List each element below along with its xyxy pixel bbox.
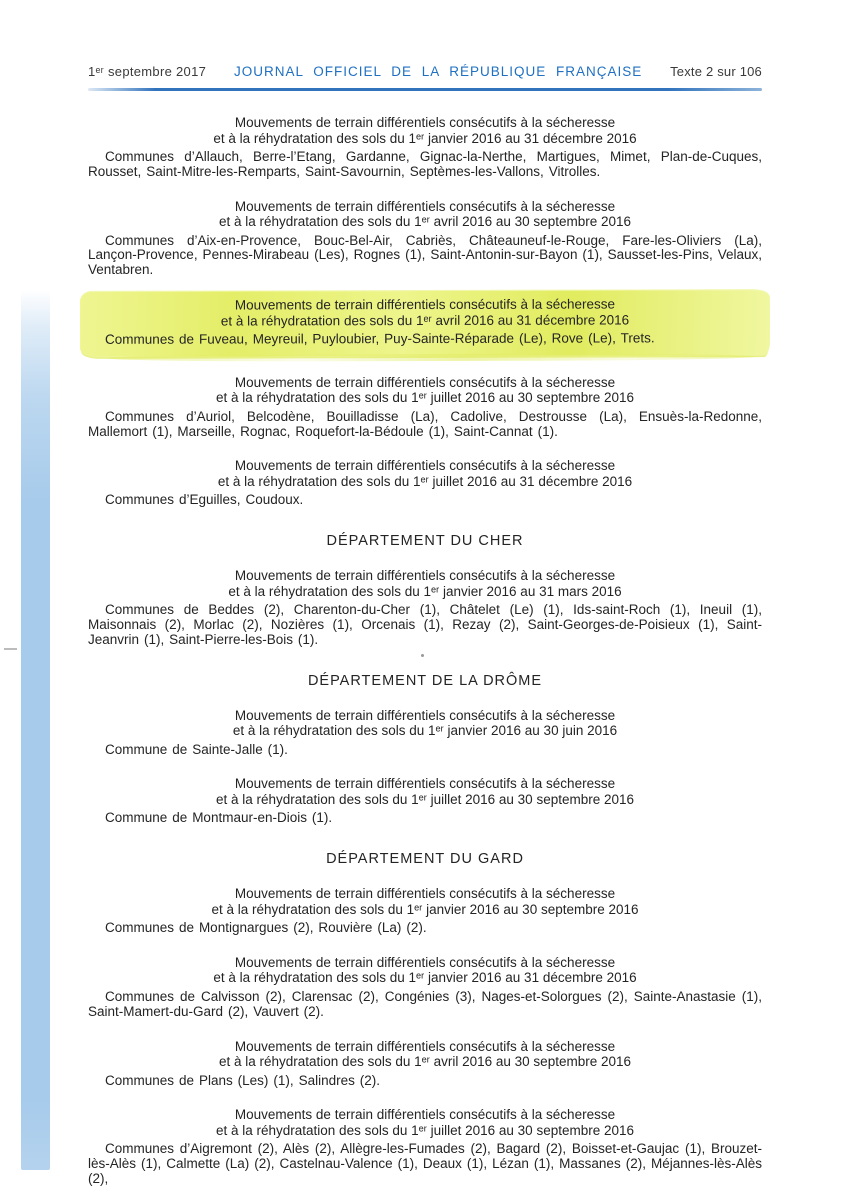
communes-paragraph: Communes de Fuveau, Meyreuil, Puyloubier, Puy-Sainte-Réparade (Le), Rove (Le), Trets. bbox=[105, 330, 655, 347]
notice-section bbox=[88, 375, 762, 440]
communes-paragraph: Commune de Sainte-Jalle (1). bbox=[105, 741, 288, 757]
movement-heading bbox=[88, 955, 762, 986]
movement-heading-line2: et à la réhydratation des sols du 1ᵉʳ juillet 2016 au 30 septembre 2016 bbox=[215, 390, 635, 406]
notice-section bbox=[88, 708, 762, 758]
communes-paragraph: Communes d’Aigremont (2), Alès (2), Allègre-les-Fumades (2), Bagard (2), Boisset-et-Gaujac (1), Brouzet-lès-Alès (1), Calmette (La) (2), Castelnau-Valence (1), Deaux (1), Lézan (1), Massanes (2), Méjannes-lès-Alès (2), bbox=[88, 1141, 762, 1186]
movement-heading bbox=[88, 458, 762, 489]
communes-paragraph: Commune de Montmaur-en-Diois (1). bbox=[105, 810, 333, 826]
movement-heading bbox=[88, 115, 762, 146]
header-rule bbox=[88, 88, 762, 91]
notice-section bbox=[88, 1039, 762, 1089]
movement-heading bbox=[88, 1107, 762, 1138]
text-reference: Texte 2 sur 106 bbox=[670, 64, 762, 79]
notice-section bbox=[88, 776, 762, 826]
communes-paragraph: Communes d’Allauch, Berre-l’Etang, Gardanne, Gignac-la-Nerthe, Martigues, Mimet, Plan-de-Cuques, Rousset, Saint-Mitre-les-Remparts, Saint-Savournin, Septèmes-les-Vallons, Vitrolles. bbox=[88, 149, 762, 179]
movement-heading-line2: et à la réhydratation des sols du 1ᵉʳ juillet 2016 au 30 septembre 2016 bbox=[215, 791, 635, 807]
movement-heading-line2: et à la réhydratation des sols du 1ᵉʳ avril 2016 au 30 septembre 2016 bbox=[218, 1054, 631, 1070]
communes-paragraph: Communes d’Aix-en-Provence, Bouc-Bel-Air, Cabriès, Châteauneuf-le-Rouge, Fare-les-Oliviers (La), Lançon-Provence, Pennes-Mirabeau (Les), Rognes (1), Saint-Antonin-sur-Bayon (1), Sausset-les-Pins, Velaux, Ventabren. bbox=[88, 232, 762, 278]
department-heading: DÉPARTEMENT DU GARD bbox=[326, 851, 524, 868]
movement-heading bbox=[88, 708, 762, 739]
notice-section bbox=[88, 568, 762, 647]
movement-heading-line2: et à la réhydratation des sols du 1ᵉʳ janvier 2016 au 30 septembre 2016 bbox=[211, 901, 639, 917]
communes-paragraph: Communes de Plans (Les) (1), Salindres (2). bbox=[105, 1072, 381, 1088]
notice-section bbox=[88, 115, 762, 180]
communes-paragraph: Communes d’Eguilles, Coudoux. bbox=[105, 492, 304, 508]
movement-heading bbox=[88, 199, 762, 230]
communes-paragraph: Communes de Beddes (2), Charenton-du-Cher (1), Châtelet (Le) (1), Ids-saint-Roch (1), Ineuil (1), Maisonnais (2), Morlac (2), Nozières (1), Orcenais (1), Rezay (2), Saint-Georges-de-Poisieux (1), Saint-Jeanvrin (1), Saint-Pierre-les-Bois (1). bbox=[88, 602, 762, 647]
communes-paragraph: Communes de Montignargues (2), Rouvière (La) (2). bbox=[105, 920, 427, 936]
movement-heading-line1: Mouvements de terrain différentiels consécutifs à la sécheresse bbox=[234, 776, 616, 792]
movement-heading-line1: Mouvements de terrain différentiels consécutifs à la sécheresse bbox=[234, 886, 616, 902]
movement-heading-line1: Mouvements de terrain différentiels consécutifs à la sécheresse bbox=[234, 568, 616, 584]
movement-heading bbox=[88, 568, 762, 599]
notice-section-highlighted bbox=[88, 296, 762, 348]
movement-heading-line1: Mouvements de terrain différentiels consécutifs à la sécheresse bbox=[234, 374, 616, 390]
movement-heading-line2: et à la réhydratation des sols du 1ᵉʳ juillet 2016 au 30 septembre 2016 bbox=[215, 1122, 635, 1138]
movement-heading bbox=[88, 296, 762, 329]
department-heading: DÉPARTEMENT DU CHER bbox=[326, 533, 524, 550]
movement-heading-line1: Mouvements de terrain différentiels consécutifs à la sécheresse bbox=[234, 296, 616, 313]
movement-heading-line2: et à la réhydratation des sols du 1ᵉʳ janvier 2016 au 31 mars 2016 bbox=[228, 583, 622, 599]
communes-paragraph: Communes d’Auriol, Belcodène, Bouilladisse (La), Cadolive, Destrousse (La), Ensuès-la-Redonne, Mallemort (1), Marseille, Rognac, Roquefort-la-Bédoule (1), Saint-Cannat (1). bbox=[88, 408, 762, 439]
movement-heading-line1: Mouvements de terrain différentiels consécutifs à la sécheresse bbox=[234, 198, 616, 214]
issue-date: 1ᵉʳ septembre 2017 bbox=[88, 64, 207, 79]
movement-heading-line2: et à la réhydratation des sols du 1ᵉʳ avril 2016 au 30 septembre 2016 bbox=[218, 214, 631, 230]
movement-heading-line1: Mouvements de terrain différentiels consécutifs à la sécheresse bbox=[234, 1107, 616, 1123]
movement-heading bbox=[88, 375, 762, 406]
journal-title: JOURNAL OFFICIEL DE LA RÉPUBLIQUE FRANÇAISE bbox=[233, 64, 643, 79]
movement-heading-line1: Mouvements de terrain différentiels consécutifs à la sécheresse bbox=[234, 115, 616, 130]
notice-section bbox=[88, 199, 762, 278]
movement-heading bbox=[88, 776, 762, 807]
communes-paragraph: Communes de Calvisson (2), Clarensac (2), Congénies (3), Nages-et-Solorgues (2), Sainte-Anastasie (1), Saint-Mamert-du-Gard (2), Vauvert (2). bbox=[88, 988, 762, 1019]
page-header bbox=[88, 64, 762, 79]
movement-heading-line2: et à la réhydratation des sols du 1ᵉʳ janvier 2016 au 31 décembre 2016 bbox=[213, 130, 637, 146]
movement-heading-line2: et à la réhydratation des sols du 1ᵉʳ janvier 2016 au 30 juin 2016 bbox=[232, 723, 618, 739]
movement-heading-line1: Mouvements de terrain différentiels consécutifs à la sécheresse bbox=[234, 1038, 616, 1054]
movement-heading-line1: Mouvements de terrain différentiels consécutifs à la sécheresse bbox=[234, 458, 616, 474]
movement-heading bbox=[88, 1039, 762, 1070]
notice-section bbox=[88, 1107, 762, 1186]
notice-section bbox=[88, 955, 762, 1020]
movement-heading-line2: et à la réhydratation des sols du 1ᵉʳ avril 2016 au 31 décembre 2016 bbox=[220, 311, 630, 329]
movement-heading-line1: Mouvements de terrain différentiels consécutifs à la sécheresse bbox=[234, 954, 616, 970]
department-heading: DÉPARTEMENT DE LA DRÔME bbox=[307, 672, 543, 689]
notice-section bbox=[88, 886, 762, 936]
notice-section bbox=[88, 458, 762, 508]
highlighter-mark bbox=[80, 290, 770, 357]
movement-heading bbox=[88, 886, 762, 917]
movement-heading-line1: Mouvements de terrain différentiels consécutifs à la sécheresse bbox=[234, 707, 616, 723]
movement-heading-line2: et à la réhydratation des sols du 1ᵉʳ janvier 2016 au 31 décembre 2016 bbox=[213, 970, 637, 986]
movement-heading-line2: et à la réhydratation des sols du 1ᵉʳ juillet 2016 au 31 décembre 2016 bbox=[217, 473, 633, 489]
